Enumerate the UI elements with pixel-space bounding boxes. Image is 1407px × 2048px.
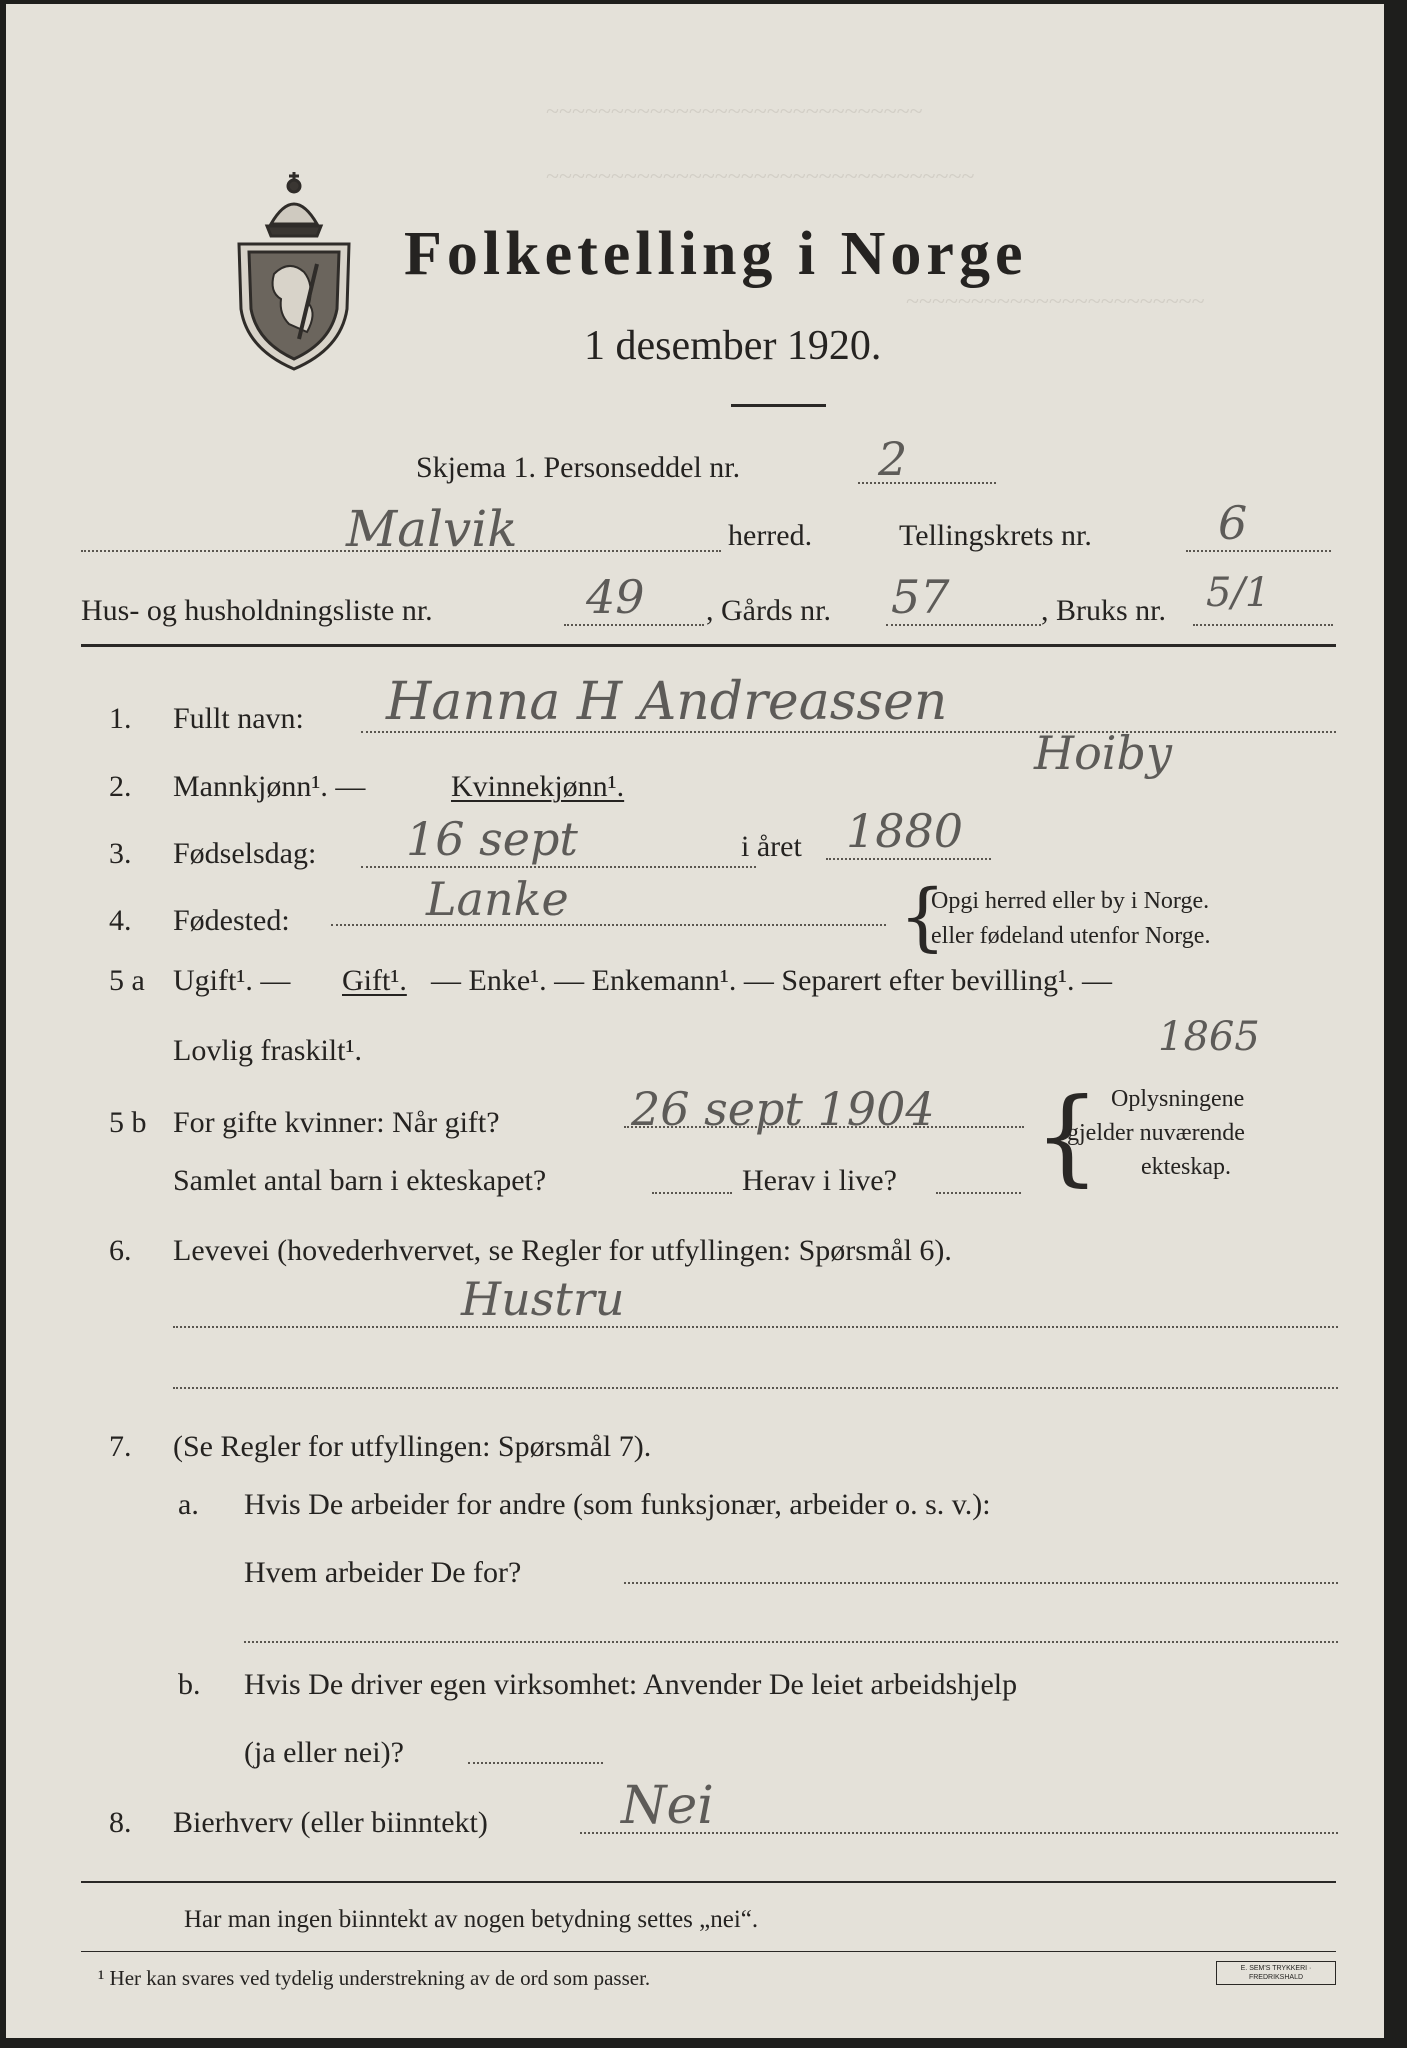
q5b-ilive-label: Herav i live? bbox=[742, 1164, 897, 1197]
nei-note: Har man ingen biinntekt av nogen betydning settes „nei“. bbox=[184, 1906, 759, 1933]
form-date: 1 desember 1920. bbox=[584, 323, 882, 369]
bruks-label: , Bruks nr. bbox=[1041, 594, 1167, 627]
q5b-number: 5 b bbox=[109, 1106, 147, 1139]
q5b-ilive-field-line bbox=[936, 1192, 1021, 1194]
q5b-barn-label: Samlet antal barn i ekteskapet? bbox=[173, 1164, 547, 1197]
title-divider bbox=[731, 404, 826, 407]
q4-field-line bbox=[331, 924, 886, 926]
q4-label: Fødested: bbox=[173, 904, 290, 937]
q5a-year-note: 1865 bbox=[1158, 1014, 1260, 1060]
q5b-label: For gifte kvinner: Når gift? bbox=[173, 1106, 500, 1139]
q7a-label: Hvis De arbeider for andre (som funksjonær, arbeider o. s. v.): bbox=[244, 1488, 991, 1521]
form-title: Folketelling i Norge bbox=[404, 220, 1028, 288]
q3-year-field-line bbox=[826, 858, 991, 860]
q5b-barn-field-line bbox=[652, 1192, 732, 1194]
q4-note-2: eller fødeland utenfor Norge. bbox=[931, 923, 1211, 949]
q2-kvinnekjonn: Kvinnekjønn¹. bbox=[451, 770, 625, 803]
q3-year-value: 1880 bbox=[846, 804, 964, 858]
q7-number: 7. bbox=[109, 1430, 132, 1463]
q8-number: 8. bbox=[109, 1806, 132, 1839]
q4-value: Lanke bbox=[426, 872, 569, 926]
coat-of-arms-icon bbox=[229, 164, 359, 374]
q7a-letter: a. bbox=[178, 1488, 199, 1521]
gards-field-line bbox=[886, 624, 1041, 626]
q2-mannkjonn: Mannkjønn¹. — bbox=[173, 770, 366, 803]
q8-label: Bierhverv (eller biinntekt) bbox=[173, 1806, 488, 1839]
q6-label: Levevei (hovederhvervet, se Regler for utfyllingen: Spørsmål 6). bbox=[173, 1234, 952, 1267]
q5b-note-1: Oplysningene bbox=[1111, 1086, 1245, 1112]
herred-value: Malvik bbox=[346, 500, 518, 558]
q3-value: 16 sept bbox=[406, 812, 578, 866]
printer-stamp: E. SEM'S TRYKKERI · FREDRIKSHALD bbox=[1216, 1961, 1336, 1985]
hus-value: 49 bbox=[586, 570, 645, 624]
q6-field-line-2 bbox=[173, 1387, 1338, 1389]
q1-number: 1. bbox=[109, 702, 132, 735]
hus-field-line bbox=[564, 624, 704, 626]
q2-number: 2. bbox=[109, 770, 132, 803]
q5b-brace: { bbox=[1034, 1075, 1101, 1197]
census-form-sheet: ~~~~~~~~~~~~~~~~~~~~~~~~~~~~~ ~~~~~~~~~~~~~~~~~~~~~~~~~~~~~~~~~ ~~~~~~~~~~~~~~~~~~~~~~~ Folketelling i Norge 1 desember 1920. Skjema 1. Personseddel nr. 2 Malvik herred. Tellingskrets nr. 6 Hus- og husholdningsliste nr. 49 , Gårds nr. 57 , Bruks nr. 5/1 1. Fullt navn: Hanna H Andreassen Hoiby 2. Mannkjønn¹. — Kvinnekjønn¹. 3. Fødselsdag: 16 sept i året 1880 4. Fødested: Lanke { Opgi herred eller by i Norge. eller fødeland utenfor Norge. 5 a Ugift¹. — Gift¹. — Enke¹. — Enkemann¹. — Separert efter bevilling¹. — Lovlig fraskilt¹. 1865 5 b For gifte kvinner: Når gift? 26 sept 1904 { Oplysningene gjelder nuværende ekteskap. Samlet antal barn i ekteskapet? Herav i live? 6. Levevei (hovederhvervet, se Regler for utfyllingen: Spørsmål 6). Hustru 7. (Se Regler for utfyllingen: Spørsmål 7). a. Hvis De arbeider for andre (som funksjonær, arbeider o. s. v.): Hvem arbeider De for? b. Hvis De driver egen virksomhet: Anvender De leiet arbeidshjelp (ja eller nei)? 8. Bierhverv (eller biinntekt) Nei Har man ingen biinntekt av nogen betydning settes „nei“. ¹ Her kan svares ved tydelig understrekning av de ord som passer. E. SEM'S TRYKKERI · FREDRIKSHALD bbox=[6, 4, 1384, 2038]
q7b-letter: b. bbox=[178, 1668, 201, 1701]
gards-label: , Gårds nr. bbox=[706, 594, 831, 627]
bruks-field-line bbox=[1193, 624, 1333, 626]
q8-value: Nei bbox=[621, 1776, 714, 1836]
q5a-gift: Gift¹. bbox=[342, 964, 407, 997]
q5a-line2: Lovlig fraskilt¹. bbox=[173, 1034, 362, 1067]
tellingskrets-field-line bbox=[1186, 550, 1331, 552]
q1-label: Fullt navn: bbox=[173, 702, 304, 735]
header-divider bbox=[81, 644, 1336, 647]
q5b-note-2: gjelder nuværende bbox=[1067, 1120, 1245, 1146]
q7a-field-line-2 bbox=[244, 1641, 1338, 1643]
q5a-ugift: Ugift¹. — bbox=[173, 964, 291, 997]
q7b-label: Hvis De driver egen virksomhet: Anvender De leiet arbeidshjelp bbox=[244, 1668, 1018, 1701]
bottom-divider bbox=[81, 1881, 1336, 1883]
q5b-value: 26 sept 1904 bbox=[631, 1082, 935, 1136]
q4-note-1: Opgi herred eller by i Norge. bbox=[931, 888, 1210, 914]
q3-year-label: i året bbox=[741, 830, 802, 863]
skjema-label: Skjema 1. Personseddel nr. bbox=[416, 451, 741, 484]
q7a-field-line-1 bbox=[624, 1582, 1338, 1584]
q6-field-line-1 bbox=[173, 1326, 1338, 1328]
q1-value-line2: Hoiby bbox=[1034, 726, 1172, 780]
skjema-value: 2 bbox=[878, 432, 908, 486]
q5a-number: 5 a bbox=[109, 964, 145, 997]
hus-label: Hus- og husholdningsliste nr. bbox=[81, 594, 433, 627]
tellingskrets-value: 6 bbox=[1218, 496, 1248, 550]
herred-label: herred. bbox=[728, 519, 813, 552]
q7-label: (Se Regler for utfyllingen: Spørsmål 7). bbox=[173, 1430, 652, 1463]
q5a-rest: — Enke¹. — Enkemann¹. — Separert efter bevilling¹. — bbox=[431, 964, 1112, 997]
footnote: ¹ Her kan svares ved tydelig understrekning av de ord som passer. bbox=[98, 1966, 651, 1990]
q4-brace: { bbox=[899, 874, 947, 960]
tellingskrets-label: Tellingskrets nr. bbox=[899, 519, 1092, 552]
q3-label: Fødselsdag: bbox=[173, 837, 317, 870]
q3-field-line bbox=[361, 866, 756, 868]
bruks-value: 5/1 bbox=[1206, 570, 1271, 616]
q1-value: Hanna H Andreassen bbox=[386, 672, 948, 732]
q4-number: 4. bbox=[109, 904, 132, 937]
q7b-line2: (ja eller nei)? bbox=[244, 1736, 404, 1769]
q7a-line2: Hvem arbeider De for? bbox=[244, 1556, 522, 1589]
q6-number: 6. bbox=[109, 1234, 132, 1267]
gards-value: 57 bbox=[891, 570, 950, 624]
q5b-note-3: ekteskap. bbox=[1141, 1154, 1231, 1180]
footnote-divider bbox=[81, 1951, 1336, 1952]
q7b-field-line bbox=[468, 1762, 603, 1764]
q6-value: Hustru bbox=[461, 1272, 625, 1326]
q3-number: 3. bbox=[109, 837, 132, 870]
